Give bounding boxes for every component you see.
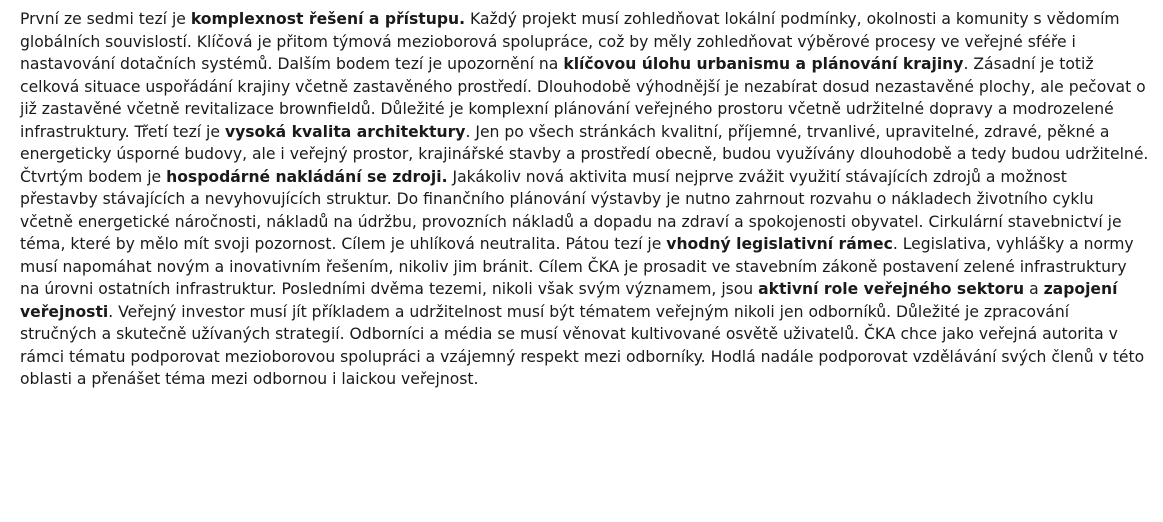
text-segment: . Legislativa, vyhlášky a normy musí napomáhat novým a inovativním řešením, nikoliv jim bránit. Cílem ČKA je prosadit ve stavebním zákoně postavení zelené infrastruktury na úrovni ostatních infrastruktur. Posledními dvěma tezemi, nikoli však svým významem, jsou	[20, 235, 1134, 298]
thesis-highlight-complexity: komplexnost řešení a přístupu.	[190, 10, 466, 28]
text-segment: . Jen po všech stránkách kvalitní, příjemné, trvanlivé, upravitelné, zdravé, pěkné a energeticky úsporné budovy, ale i veřejný prostor, krajinářské stavby a prostředí obecně, budou využívány dlouhodobě a tedy budou udržitelné. Čtvrtým bodem je	[20, 122, 1149, 186]
text-segment: První ze sedmi tezí je	[20, 10, 191, 28]
text-segment: Jakákoliv nová aktivita musí nejprve zvážit využití stávajících zdrojů a možnost přestavby stávajících a nevyhovujících struktur. Do finančního plánování výstavby je nutno zahrnout rozvahu o nákladech životního cyklu včetně energetické náročnosti, nákladů na údržbu, provozních nákladů a dopadu na zdraví a spokojenosti obyvatel. Cirkulární stavebnictví je téma, které by mělo mít svoji pozornost. Cílem je uhlíková neutralita. Pátou tezí je	[20, 167, 1122, 253]
thesis-highlight-urbanism: klíčovou úlohu urbanismu a plánování krajiny	[563, 55, 964, 73]
text-segment: Každý projekt musí zohledňovat lokální podmínky, okolnosti a komunity s vědomím globálních souvislostí. Klíčová je přitom týmová mezioborová spolupráce, což by měly zohledňovat výběrové procesy ve veřejné sféře i nastavování dotačních systémů. Dalším bodem tezí je upozornění na	[20, 10, 1120, 73]
thesis-highlight-architecture-quality: vysoká kvalita architektury	[224, 122, 466, 141]
thesis-highlight-resources: hospodárné nakládání se zdroji.	[166, 167, 448, 186]
thesis-highlight-public-sector: aktivní role veřejného sektoru	[758, 280, 1025, 298]
text-segment: . Veřejný investor musí jít příkladem a udržitelnost musí být tématem veřejným nikoli jen odborníků. Důležité je zpracování stručných a skutečně užívaných strategií. Odborníci a média se musí věnovat kultivované osvětě uživatelů. ČKA chce jako veřejná autorita v rámci tématu podporovat mezioborovou spolupráci a vzájemný respekt mezi odborníky. Hodlá nadále podporovat vzdělávání svých členů v této oblasti a přenášet téma mezi odbornou i laickou veřejnost.	[20, 302, 1145, 388]
text-segment: a	[1024, 280, 1044, 298]
thesis-highlight-legislation: vhodný legislativní rámec	[666, 235, 893, 253]
thesis-highlight-public-engagement: zapojení veřejnosti	[20, 280, 1118, 321]
text-segment: . Zásadní je totiž celková situace uspořádání krajiny včetně zastavěného prostředí. Dlouhodobě výhodnější je nezabírat dosud nezastavěné plochy, ale pečovat o již zastavěné včetně revitalizace brownfieldů. Důležité je komplexní plánování veřejného prostoru včetně udržitelné dopravy a modrozelené infrastruktury. Třetí tezí je	[20, 55, 1146, 141]
article-paragraph	[20, 8, 1149, 391]
